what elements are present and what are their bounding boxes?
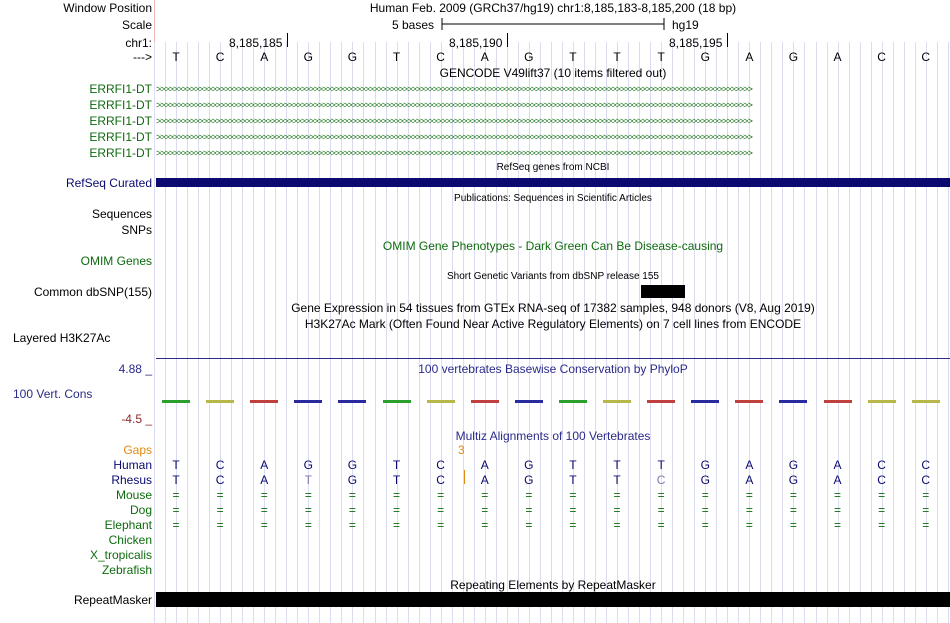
multiz-aligned-base: =	[260, 503, 268, 517]
scale-assembly-text: hg19	[672, 18, 699, 32]
multiz-aligned-base: =	[657, 503, 665, 517]
gridline	[760, 42, 761, 623]
multiz-aligned-base: =	[745, 488, 753, 502]
multiz-aligned-base: C	[436, 473, 445, 487]
position-tick-1: 8,185,185	[229, 36, 283, 50]
gridline	[474, 42, 475, 623]
multiz-aligned-base: =	[789, 503, 797, 517]
gridline	[595, 42, 596, 623]
phylop-score-mark	[824, 400, 852, 403]
gencode-transcript-bar[interactable]: >>>>>>>>>>>>>>>>>>>>>>>>>>>>>>>>>>>>>>>>>>>>>>>>>>>>>>>>>>>>>>>>>>>>>>>>>>>>>>>>>>>>>>>>>>>>>>>>>>>>>>>>>>>>>>>>>>>>>>>>>>>>>>>>>>>>>>>>>>>>	[156, 101, 752, 110]
phylop-score-mark	[162, 400, 190, 403]
gridline	[871, 42, 872, 623]
multiz-aligned-base: A	[833, 473, 842, 487]
publications-sequences-label[interactable]: Sequences	[91, 207, 152, 221]
multiz-aligned-base: =	[437, 518, 445, 532]
gencode-transcript-label[interactable]: ERRFI1-DT	[89, 114, 152, 128]
multiz-aligned-base: =	[525, 488, 533, 502]
gridline	[937, 42, 938, 623]
multiz-aligned-base: =	[834, 518, 842, 532]
multiz-aligned-base: T	[657, 458, 665, 472]
sequence-base: C	[877, 50, 886, 64]
multiz-aligned-base: =	[216, 503, 224, 517]
gridline	[176, 42, 177, 623]
gencode-transcript-label[interactable]: ERRFI1-DT	[89, 98, 152, 112]
repeatmasker-track-title[interactable]: Repeating Elements by RepeatMasker	[450, 578, 656, 592]
dbsnp-track-title[interactable]: Short Genetic Variants from dbSNP release 155	[447, 271, 659, 282]
sequence-base: T	[613, 50, 621, 64]
gridline	[485, 42, 486, 623]
phylop-max-label: 4.88 _	[118, 362, 152, 376]
multiz-aligned-base: G	[524, 473, 534, 487]
gencode-transcript-bar[interactable]: >>>>>>>>>>>>>>>>>>>>>>>>>>>>>>>>>>>>>>>>>>>>>>>>>>>>>>>>>>>>>>>>>>>>>>>>>>>>>>>>>>>>>>>>>>>>>>>>>>>>>>>>>>>>>>>>>>>>>>>>>>>>>>>>>>>>>>>>>>>>	[156, 149, 752, 158]
sequence-base: C	[436, 50, 445, 64]
gridline	[683, 42, 684, 623]
gridline	[507, 42, 508, 623]
gridline	[264, 42, 265, 623]
refseq-track-label[interactable]: RefSeq Curated	[65, 176, 152, 190]
window-position-value: Human Feb. 2009 (GRCh37/hg19) chr1:8,185,183-8,185,200 (18 bp)	[369, 1, 737, 15]
scale-bases-text: 5 bases	[392, 18, 435, 32]
multiz-aligned-base: =	[216, 488, 224, 502]
multiz-track-title[interactable]: Multiz Alignments of 100 Vertebrates	[455, 429, 651, 443]
multiz-aligned-base: C	[921, 473, 931, 487]
gridline	[551, 42, 552, 623]
refseq-track-title[interactable]: RefSeq genes from NCBI	[496, 162, 610, 173]
multiz-aligned-base: =	[569, 518, 577, 532]
phylop-top-line	[156, 358, 950, 359]
gridline	[154, 42, 155, 623]
gridline	[165, 42, 166, 623]
multiz-aligned-base: G	[700, 473, 710, 487]
refseq-gene-bar[interactable]	[156, 178, 950, 187]
phylop-score-mark	[868, 400, 896, 403]
omim-track-label[interactable]: OMIM Genes	[80, 254, 152, 268]
multiz-aligned-base: =	[304, 503, 312, 517]
multiz-aligned-base: =	[348, 503, 356, 517]
gridline	[793, 42, 794, 623]
phylop-score-mark	[912, 400, 940, 403]
gap-marker	[464, 470, 465, 484]
phylop-score-mark	[250, 400, 278, 403]
multiz-aligned-base: C	[215, 473, 225, 487]
scale-label: Scale	[121, 18, 152, 32]
multiz-aligned-base: =	[701, 518, 709, 532]
gridline	[782, 42, 783, 623]
multiz-aligned-base: =	[922, 503, 930, 517]
sequence-base: A	[480, 50, 489, 64]
multiz-species-label[interactable]: Rhesus	[111, 473, 152, 487]
gencode-transcript-label[interactable]: ERRFI1-DT	[89, 82, 152, 96]
multiz-aligned-base: C	[877, 473, 886, 487]
gridline	[948, 42, 949, 623]
gencode-transcript-label[interactable]: ERRFI1-DT	[89, 146, 152, 160]
multiz-aligned-base: =	[569, 488, 577, 502]
gridline	[716, 42, 717, 623]
gridline	[562, 42, 563, 623]
multiz-aligned-base: =	[878, 488, 886, 502]
gridline	[849, 42, 850, 623]
multiz-aligned-base: T	[392, 473, 401, 487]
sequence-base: T	[392, 50, 401, 64]
gridline	[904, 42, 905, 623]
sequence-base: A	[745, 50, 754, 64]
phylop-score-mark	[779, 400, 807, 403]
gridline	[330, 42, 331, 623]
sequence-base: G	[303, 50, 314, 64]
gridline	[882, 42, 883, 623]
gridline	[375, 42, 376, 623]
multiz-aligned-base: A	[260, 458, 269, 472]
multiz-aligned-base: =	[613, 518, 621, 532]
phylop-score-mark	[515, 400, 543, 403]
multiz-aligned-base: =	[613, 503, 621, 517]
multiz-aligned-base: =	[922, 518, 930, 532]
gridline	[419, 42, 420, 623]
sequence-base: A	[833, 50, 842, 64]
gencode-transcript-bar[interactable]: >>>>>>>>>>>>>>>>>>>>>>>>>>>>>>>>>>>>>>>>>>>>>>>>>>>>>>>>>>>>>>>>>>>>>>>>>>>>>>>>>>>>>>>>>>>>>>>>>>>>>>>>>>>>>>>>>>>>>>>>>>>>>>>>>>>>>>>>>>>>	[156, 133, 752, 142]
h3k27ac-track-title[interactable]: H3K27Ac Mark (Often Found Near Active Regulatory Elements) on 7 cell lines from ENCODE	[304, 317, 802, 331]
tick-mark-1	[287, 33, 288, 47]
multiz-aligned-base: T	[392, 458, 401, 472]
gridline	[297, 42, 298, 623]
phylop-min-label: -4.5 _	[121, 412, 152, 426]
multiz-aligned-base: =	[481, 518, 489, 532]
multiz-aligned-base: =	[172, 518, 180, 532]
gaps-label: Gaps	[123, 443, 152, 457]
gridline	[209, 42, 210, 623]
strand-arrow-label: --->	[133, 50, 152, 64]
multiz-aligned-base: G	[347, 458, 358, 472]
phylop-score-mark	[338, 400, 366, 403]
gridline	[617, 42, 618, 623]
gridline	[341, 42, 342, 623]
multiz-aligned-base: =	[922, 488, 930, 502]
dbsnp-variant-block[interactable]	[641, 285, 685, 298]
multiz-species-label[interactable]: Human	[113, 458, 152, 472]
gencode-transcript-bar[interactable]: >>>>>>>>>>>>>>>>>>>>>>>>>>>>>>>>>>>>>>>>>>>>>>>>>>>>>>>>>>>>>>>>>>>>>>>>>>>>>>>>>>>>>>>>>>>>>>>>>>>>>>>>>>>>>>>>>>>>>>>>>>>>>>>>>>>>>>>>>>>>	[156, 117, 752, 126]
sequence-base: A	[260, 50, 269, 64]
multiz-aligned-base: G	[347, 473, 358, 487]
gridline	[397, 42, 398, 623]
sequence-base: C	[215, 50, 225, 64]
multiz-aligned-base: =	[834, 503, 842, 517]
gridline	[749, 42, 750, 623]
phylop-score-mark	[294, 400, 322, 403]
gridline	[253, 42, 254, 623]
multiz-aligned-base: =	[789, 488, 797, 502]
sequence-base: G	[524, 50, 534, 64]
gridline	[363, 42, 364, 623]
gridline	[187, 42, 188, 623]
gridline	[672, 42, 673, 623]
multiz-aligned-base: T	[569, 458, 577, 472]
gridline	[463, 42, 464, 623]
sequence-base: C	[921, 50, 931, 64]
multiz-aligned-base: C	[215, 458, 225, 472]
repeatmasker-track-label[interactable]: RepeatMasker	[73, 593, 152, 607]
multiz-aligned-base: G	[788, 473, 799, 487]
multiz-aligned-base: A	[833, 458, 842, 472]
multiz-aligned-base: C	[656, 473, 666, 487]
multiz-aligned-base: =	[437, 488, 445, 502]
gridline	[408, 42, 409, 623]
multiz-aligned-base: =	[393, 503, 401, 517]
gridline	[275, 42, 276, 623]
multiz-aligned-base: T	[172, 458, 180, 472]
omim-track-title[interactable]: OMIM Gene Phenotypes - Dark Green Can Be Disease-causing	[382, 239, 724, 253]
multiz-aligned-base: A	[745, 458, 754, 472]
gridline	[319, 42, 320, 623]
multiz-aligned-base: =	[525, 518, 533, 532]
gridline	[860, 42, 861, 623]
gridline	[529, 42, 530, 623]
multiz-aligned-base: T	[613, 458, 621, 472]
multiz-species-label[interactable]: X_tropicalis	[89, 548, 152, 562]
multiz-aligned-base: =	[348, 518, 356, 532]
multiz-aligned-base: =	[437, 503, 445, 517]
gridline	[198, 42, 199, 623]
gridline	[705, 42, 706, 623]
position-tick-3: 8,185,195	[669, 36, 723, 50]
chrom-label: chr1:	[125, 36, 152, 50]
sequence-base: G	[347, 50, 358, 64]
multiz-aligned-base: G	[788, 458, 799, 472]
sequence-base: T	[657, 50, 665, 64]
sequence-base: T	[172, 50, 180, 64]
multiz-aligned-base: =	[260, 518, 268, 532]
gridline	[915, 42, 916, 623]
gridline	[727, 42, 728, 623]
multiz-aligned-base: =	[172, 488, 180, 502]
phylop-score-mark	[559, 400, 587, 403]
phylop-track-title[interactable]: 100 vertebrates Basewise Conservation by PhyloP	[418, 362, 688, 376]
multiz-aligned-base: =	[260, 488, 268, 502]
phylop-score-mark	[383, 400, 411, 403]
gridline	[804, 42, 805, 623]
gridline	[584, 42, 585, 623]
phylop-score-mark	[427, 400, 455, 403]
gridline	[738, 42, 739, 623]
gridline	[628, 42, 629, 623]
scale-bar	[440, 17, 666, 31]
publications-track-title[interactable]: Publications: Sequences in Scientific Articles	[454, 193, 652, 204]
multiz-aligned-base: T	[304, 473, 313, 487]
multiz-aligned-base: A	[480, 458, 489, 472]
multiz-aligned-base: =	[701, 503, 709, 517]
gencode-track-title[interactable]: GENCODE V49lift37 (10 items filtered out)	[439, 66, 667, 80]
multiz-aligned-base: =	[701, 488, 709, 502]
multiz-species-label[interactable]: Elephant	[104, 518, 152, 532]
gridline	[518, 42, 519, 623]
sequence-base: G	[700, 50, 710, 64]
gridline	[430, 42, 431, 623]
gridline	[242, 42, 243, 623]
multiz-species-label[interactable]: Zebrafish	[101, 563, 152, 577]
phylop-score-mark	[471, 400, 499, 403]
multiz-aligned-base: =	[745, 503, 753, 517]
multiz-aligned-base: A	[745, 473, 754, 487]
phylop-score-mark	[735, 400, 763, 403]
phylop-score-mark	[206, 400, 234, 403]
gtex-track-title[interactable]: Gene Expression in 54 tissues from GTEx RNA-seq of 17382 samples, 948 donors (V8, Aug 2019)	[291, 301, 815, 315]
phylop-score-mark	[647, 400, 675, 403]
multiz-aligned-base: T	[172, 473, 180, 487]
gencode-transcript-label[interactable]: ERRFI1-DT	[89, 130, 152, 144]
multiz-aligned-base: T	[569, 473, 577, 487]
multiz-aligned-base: C	[877, 458, 886, 472]
phylop-score-mark	[691, 400, 719, 403]
dbsnp-track-label[interactable]: Common dbSNP(155)	[33, 285, 152, 299]
gridline	[639, 42, 640, 623]
gridline	[694, 42, 695, 623]
multiz-aligned-base: =	[348, 488, 356, 502]
gridline	[827, 42, 828, 623]
gridline	[661, 42, 662, 623]
gridline	[386, 42, 387, 623]
phylop-track-label[interactable]: 100 Vert. Cons	[13, 387, 93, 401]
gridline	[816, 42, 817, 623]
tick-mark-2	[507, 33, 508, 47]
multiz-aligned-base: =	[481, 503, 489, 517]
multiz-aligned-base: G	[303, 458, 314, 472]
multiz-species-label[interactable]: Mouse	[115, 488, 152, 502]
multiz-aligned-base: =	[393, 488, 401, 502]
gridline	[573, 42, 574, 623]
multiz-aligned-base: =	[745, 518, 753, 532]
gridline	[606, 42, 607, 623]
multiz-aligned-base: A	[260, 473, 269, 487]
publications-snps-label[interactable]: SNPs	[121, 223, 152, 237]
gridline	[496, 42, 497, 623]
multiz-species-label[interactable]: Chicken	[108, 533, 152, 547]
gridline	[926, 42, 927, 623]
gridline	[441, 42, 442, 623]
multiz-aligned-base: T	[613, 473, 621, 487]
gridline	[352, 42, 353, 623]
gridline	[231, 42, 232, 623]
gridline	[308, 42, 309, 623]
multiz-aligned-base: =	[216, 518, 224, 532]
multiz-aligned-base: =	[393, 518, 401, 532]
multiz-aligned-base: =	[304, 488, 312, 502]
gridline	[838, 42, 839, 623]
gridline	[452, 42, 453, 623]
gridline	[286, 42, 287, 623]
multiz-aligned-base: C	[921, 458, 931, 472]
gridline	[220, 42, 221, 623]
multiz-species-label[interactable]: Dog	[129, 503, 152, 517]
multiz-aligned-base: =	[657, 518, 665, 532]
window-position-label: Window Position	[63, 1, 152, 15]
multiz-aligned-base: =	[657, 488, 665, 502]
gridline	[540, 42, 541, 623]
multiz-aligned-base: C	[436, 458, 445, 472]
multiz-aligned-base: =	[304, 518, 312, 532]
h3k27ac-track-label[interactable]: Layered H3K27Ac	[13, 331, 111, 345]
multiz-aligned-base: =	[481, 488, 489, 502]
multiz-aligned-base: =	[525, 503, 533, 517]
multiz-aligned-base: =	[613, 488, 621, 502]
multiz-aligned-base: =	[878, 503, 886, 517]
tick-mark-3	[727, 33, 728, 47]
multiz-aligned-base: =	[834, 488, 842, 502]
gridline	[771, 42, 772, 623]
phylop-score-mark	[603, 400, 631, 403]
multiz-aligned-base: G	[524, 458, 534, 472]
multiz-aligned-base: =	[172, 503, 180, 517]
multiz-aligned-base: A	[480, 473, 489, 487]
multiz-aligned-base: G	[700, 458, 710, 472]
gap-count: 3	[458, 443, 465, 457]
gencode-transcript-bar[interactable]: >>>>>>>>>>>>>>>>>>>>>>>>>>>>>>>>>>>>>>>>>>>>>>>>>>>>>>>>>>>>>>>>>>>>>>>>>>>>>>>>>>>>>>>>>>>>>>>>>>>>>>>>>>>>>>>>>>>>>>>>>>>>>>>>>>>>>>>>>>>>	[156, 85, 752, 94]
gridline	[893, 42, 894, 623]
repeatmasker-bar[interactable]	[156, 592, 950, 607]
sequence-base: G	[788, 50, 799, 64]
sequence-base: T	[569, 50, 577, 64]
multiz-aligned-base: =	[569, 503, 577, 517]
multiz-aligned-base: =	[878, 518, 886, 532]
gridline	[650, 42, 651, 623]
multiz-aligned-base: =	[789, 518, 797, 532]
position-tick-2: 8,185,190	[449, 36, 503, 50]
